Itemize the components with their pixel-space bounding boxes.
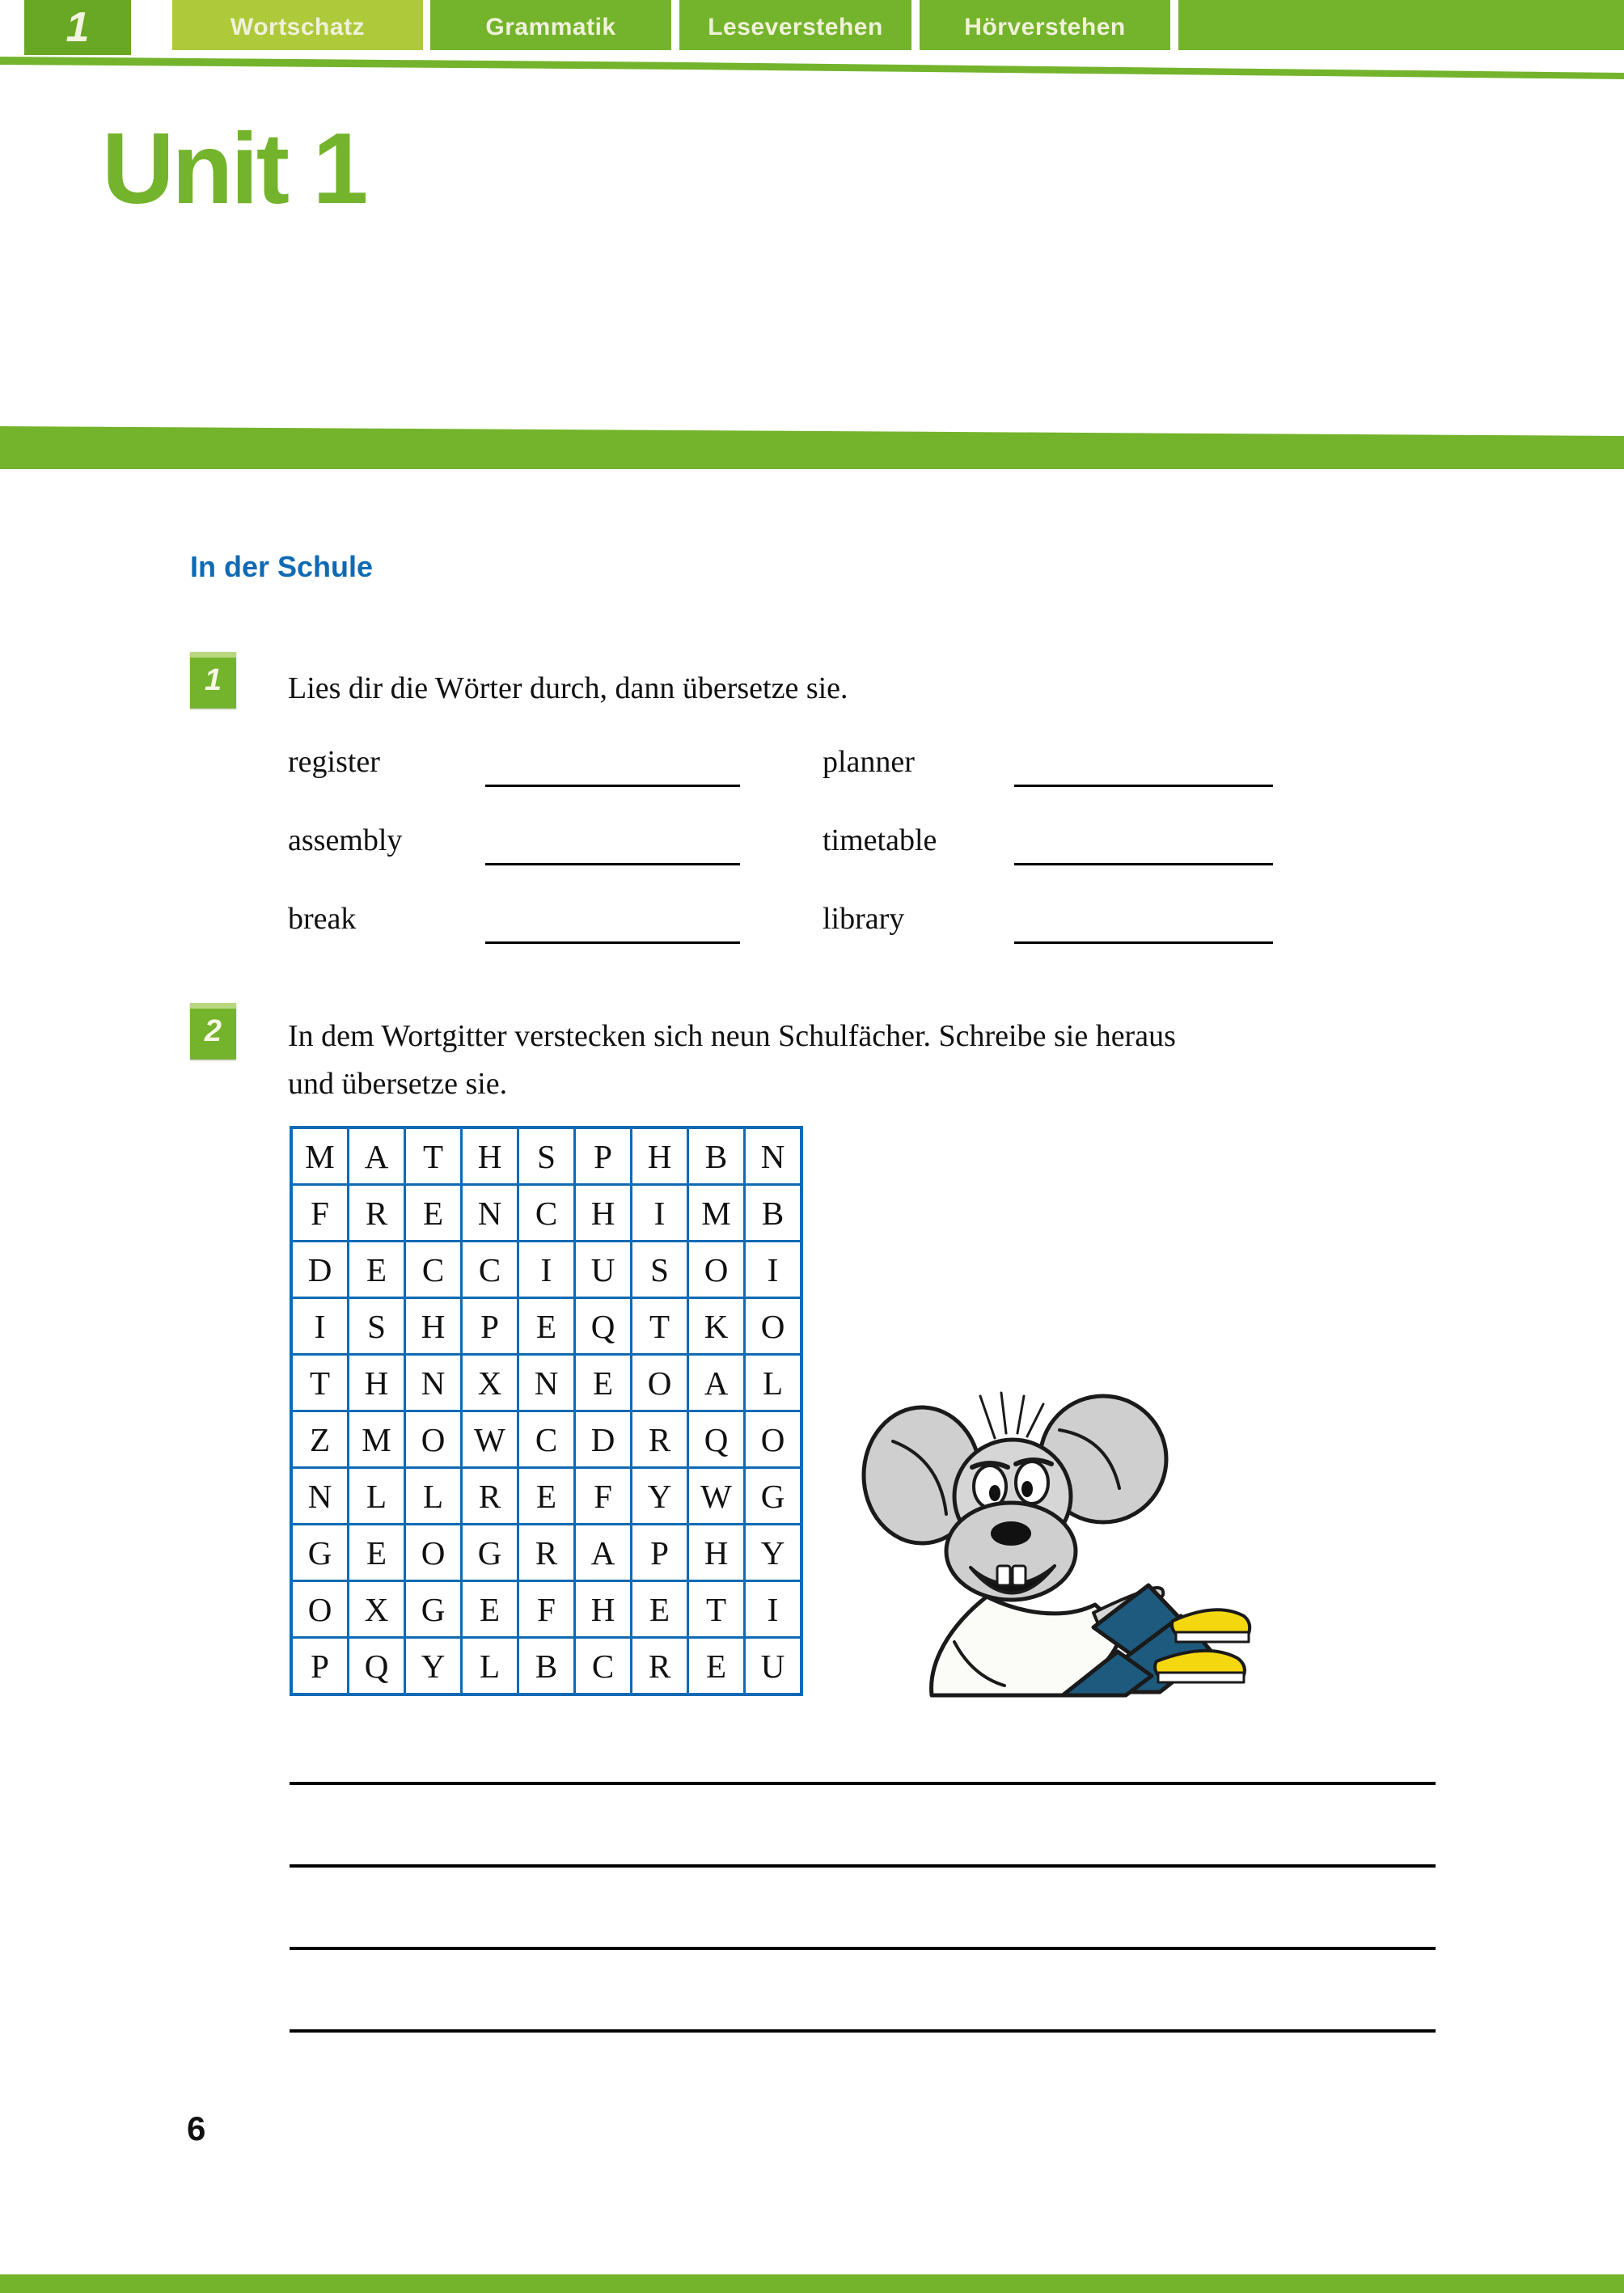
grid-cell: Z [293,1412,347,1466]
tab-bar-filler [1178,0,1624,50]
grid-cell: P [632,1525,687,1580]
grid-cell: O [746,1299,800,1353]
tab-hoerverstehen: Hörverstehen [920,0,1170,50]
brush-stroke-divider [0,52,1624,87]
grid-cell: O [406,1412,460,1466]
grid-cell: C [519,1412,573,1466]
grid-cell: R [632,1639,687,1693]
grid-cell: T [406,1129,460,1183]
answer-blank-timetable [1014,863,1273,865]
grid-cell: E [576,1356,630,1410]
grid-cell: I [746,1582,800,1636]
grid-cell: P [463,1299,517,1353]
grid-cell: Y [746,1525,800,1580]
grid-cell: N [463,1186,517,1240]
exercise-2-number: 2 [190,1003,236,1060]
grid-cell: H [406,1299,460,1353]
grid-cell: B [519,1639,573,1693]
grid-cell: M [293,1129,347,1183]
answer-blank-register [485,785,740,787]
grid-cell: R [519,1525,573,1580]
title-underline-band [0,423,1624,469]
grid-cell: K [689,1299,743,1353]
vocab-word-register: register [288,745,380,779]
grid-cell: Y [632,1469,687,1523]
grid-cell: T [632,1299,687,1353]
writing-line [290,1864,1436,1868]
answer-blank-assembly [485,863,740,865]
grid-cell: Q [689,1412,743,1466]
writing-line [290,1782,1436,1785]
grid-cell: B [689,1129,743,1183]
grid-cell: S [349,1299,404,1353]
grid-cell: B [746,1186,800,1240]
exercise-2-instruction-line2: und übersetze sie. [288,1066,508,1101]
grid-cell: O [406,1525,460,1580]
vocab-word-timetable: timetable [823,823,937,857]
grid-cell: F [519,1582,573,1636]
grid-cell: I [519,1242,573,1297]
grid-cell: S [519,1129,573,1183]
grid-cell: W [463,1412,517,1466]
answer-blank-planner [1014,785,1273,787]
grid-cell: E [519,1299,573,1353]
tab-wortschatz: Wortschatz [172,0,423,50]
footer-band [0,2274,1624,2293]
grid-cell: R [632,1412,687,1466]
grid-cell: E [519,1469,573,1523]
grid-cell: L [349,1469,404,1523]
grid-cell: F [576,1469,630,1523]
tab-leseverstehen: Leseverstehen [679,0,911,50]
grid-cell: R [463,1469,517,1523]
grid-cell: A [349,1129,404,1183]
mouse-illustration [851,1385,1271,1708]
grid-cell: C [463,1242,517,1297]
grid-cell: E [349,1525,404,1580]
unit-number-badge: 1 [24,0,131,55]
grid-cell: T [293,1356,347,1410]
vocab-word-break: break [288,902,357,936]
grid-cell: E [689,1639,743,1693]
grid-cell: D [576,1412,630,1466]
grid-cell: N [406,1356,460,1410]
grid-cell: E [406,1186,460,1240]
grid-cell: P [576,1129,630,1183]
grid-cell: C [519,1186,573,1240]
grid-cell: L [406,1469,460,1523]
word-grid [290,1126,803,1696]
grid-cell: X [349,1582,404,1636]
grid-cell: E [349,1242,404,1297]
grid-cell: O [293,1582,347,1636]
grid-cell: R [349,1186,404,1240]
writing-line [290,1947,1436,1950]
writing-line [290,2029,1436,2033]
grid-cell: O [632,1356,687,1410]
exercise-1-instruction: Lies dir die Wörter durch, dann übersetze sie. [288,671,848,705]
grid-cell: C [406,1242,460,1297]
grid-cell: Q [576,1299,630,1353]
grid-cell: S [632,1242,687,1297]
grid-cell: N [519,1356,573,1410]
answer-blank-library [1014,941,1273,944]
vocab-word-library: library [823,902,905,936]
grid-cell: H [576,1582,630,1636]
tab-grammatik: Grammatik [430,0,671,50]
section-heading: In der Schule [190,550,374,583]
grid-cell: H [689,1525,743,1580]
vocab-word-planner: planner [823,745,915,779]
grid-cell: M [689,1186,743,1240]
answer-blank-break [485,941,740,944]
grid-cell: O [746,1412,800,1466]
grid-cell: X [463,1356,517,1410]
grid-cell: P [293,1639,347,1693]
grid-cell: N [746,1129,800,1183]
grid-cell: T [689,1582,743,1636]
grid-cell: L [746,1356,800,1410]
exercise-1-number: 1 [190,652,236,709]
grid-cell: I [293,1299,347,1353]
grid-cell: H [632,1129,687,1183]
grid-cell: A [689,1356,743,1410]
grid-cell: E [632,1582,687,1636]
grid-cell: G [293,1525,347,1580]
grid-cell: N [293,1469,347,1523]
grid-cell: Y [406,1639,460,1693]
grid-cell: U [576,1242,630,1297]
grid-cell: A [576,1525,630,1580]
page-number: 6 [187,2109,206,2147]
grid-cell: O [689,1242,743,1297]
exercise-2-instruction-line1: In dem Wortgitter verstecken sich neun Schulfächer. Schreibe sie heraus [288,1019,1176,1053]
grid-cell: W [689,1469,743,1523]
grid-cell: Q [349,1639,404,1693]
grid-cell: I [632,1186,687,1240]
grid-cell: C [576,1639,630,1693]
vocab-word-assembly: assembly [288,823,403,857]
grid-cell: U [746,1639,800,1693]
grid-cell: D [293,1242,347,1297]
grid-cell: F [293,1186,347,1240]
exercise-2-instruction [288,1013,1485,1108]
grid-cell: H [463,1129,517,1183]
grid-cell: G [406,1582,460,1636]
grid-cell: I [746,1242,800,1297]
grid-cell: L [463,1639,517,1693]
grid-cell: G [463,1525,517,1580]
grid-cell: H [349,1356,404,1410]
grid-cell: G [746,1469,800,1523]
grid-cell: E [463,1582,517,1636]
grid-cell: M [349,1412,404,1466]
grid-cell: H [576,1186,630,1240]
page-title: Unit 1 [102,113,366,225]
